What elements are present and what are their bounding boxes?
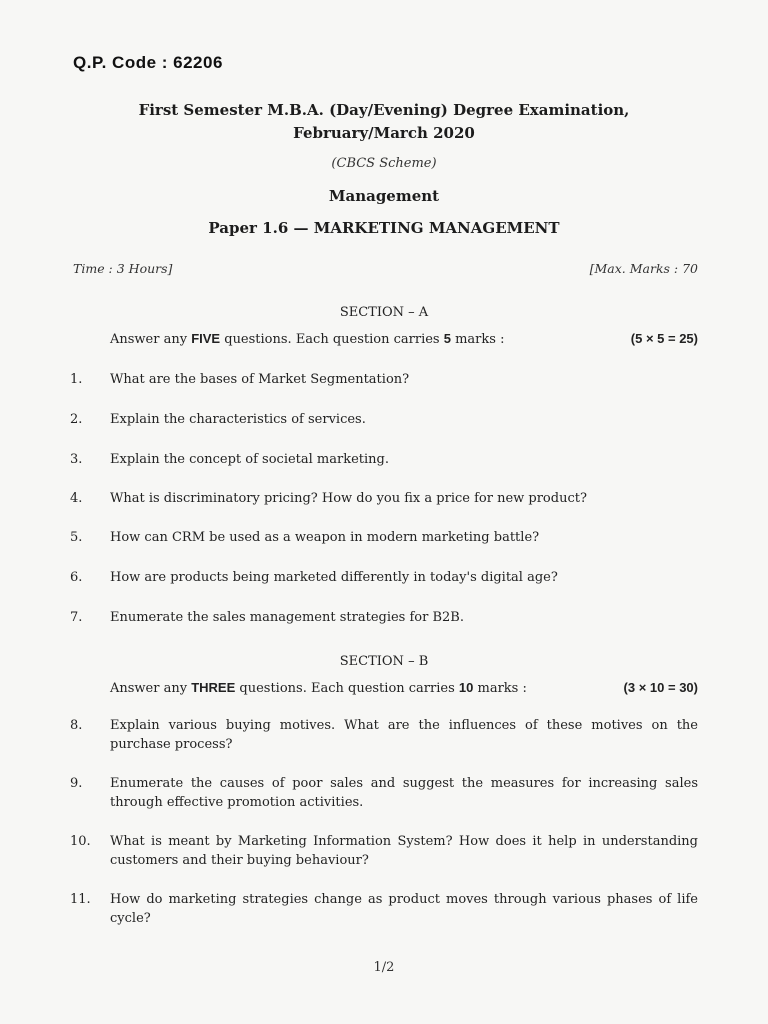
question-text: What is meant by Marketing Information System? How does it help in understanding customers and their buying behaviour?	[110, 834, 698, 868]
section-b-instruction	[110, 680, 698, 696]
question-number: 11.	[70, 892, 91, 907]
question-number: 8.	[70, 718, 83, 733]
question-text: Enumerate the causes of poor sales and suggest the measures for increasing sales through effective promotion activities.	[110, 776, 698, 810]
section-b-heading: SECTION – B	[339, 654, 429, 669]
max-marks: [Max. Marks : 70	[589, 261, 698, 276]
question-text: Explain various buying motives. What are the influences of these motives on the purchase process?	[110, 718, 698, 752]
time-allowed: Time : 3 Hours]	[73, 261, 173, 276]
question-number: 6.	[70, 570, 83, 585]
section-a-score: (5 × 5 = 25)	[630, 331, 698, 346]
question-number: 1.	[70, 372, 83, 387]
section-a-instruction-text: Answer any FIVE questions. Each question carries 5 marks :	[110, 331, 505, 347]
question-number: 2.	[70, 412, 83, 427]
section-b-score: (3 × 10 = 30)	[623, 680, 698, 695]
question-number: 5.	[70, 530, 83, 545]
section-a-instruction	[110, 331, 698, 347]
question-number: 4.	[70, 491, 83, 506]
section-a-heading: SECTION – A	[339, 305, 429, 320]
question-text: How can CRM be used as a weapon in modern marketing battle?	[110, 530, 540, 545]
qp-code: Q.P. Code : 62206	[73, 53, 223, 72]
question-number: 7.	[70, 610, 83, 625]
paper-title: Paper 1.6 — MARKETING MANAGEMENT	[208, 219, 560, 237]
question-number: 3.	[70, 452, 83, 467]
question-text: What are the bases of Market Segmentation?	[110, 372, 410, 387]
scheme-label: (CBCS Scheme)	[331, 156, 437, 171]
exam-title-line1: First Semester M.B.A. (Day/Evening) Degree Examination,	[138, 101, 630, 119]
section-b-instruction-text: Answer any THREE questions. Each question carries 10 marks :	[110, 680, 527, 696]
question-text: Explain the concept of societal marketing.	[110, 452, 390, 467]
question-text: Enumerate the sales management strategies for B2B.	[110, 610, 464, 625]
question-number: 10.	[70, 834, 91, 849]
question-text: How are products being marketed differently in today's digital age?	[110, 570, 558, 585]
page-number: 1/2	[373, 960, 395, 975]
question-text: How do marketing strategies change as product moves through various phases of life cycle?	[110, 892, 698, 926]
question-text: Explain the characteristics of services.	[110, 412, 366, 427]
question-text: What is discriminatory pricing? How do you fix a price for new product?	[110, 491, 587, 506]
exam-title-line2: February/March 2020	[293, 124, 475, 142]
subject-heading: Management	[328, 187, 440, 205]
question-number: 9.	[70, 776, 83, 791]
